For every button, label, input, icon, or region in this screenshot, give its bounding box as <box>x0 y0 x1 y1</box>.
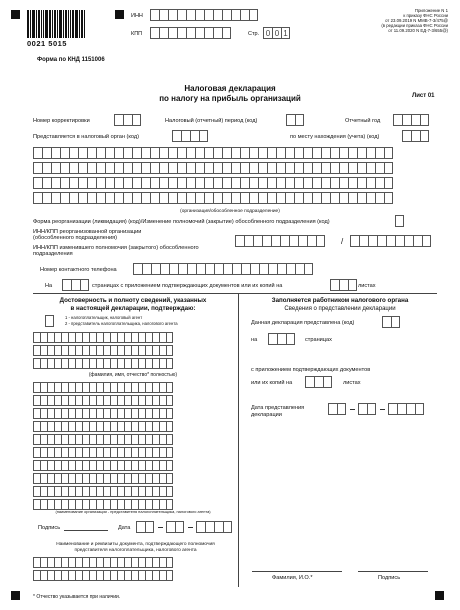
location-field[interactable] <box>402 130 429 142</box>
inn-kpp-changed-label: ИНН/КПП изменившего полномочия (закрытого) обособленного подразделения <box>33 245 199 258</box>
grid-row[interactable] <box>33 192 393 204</box>
page-number-field[interactable] <box>263 27 290 39</box>
inn-label: ИНН <box>131 13 143 19</box>
name-caption: (фамилия, имя, отчество* полностью) <box>88 372 178 378</box>
phone-label: Номер контактного телефона <box>40 267 117 273</box>
reporting-year-field[interactable] <box>393 114 429 126</box>
right-sheets-label: листах <box>343 380 361 386</box>
corner-marker <box>11 10 20 19</box>
grid-row[interactable] <box>33 473 173 484</box>
kpp-label: КПП <box>131 31 143 37</box>
column-divider <box>238 293 239 587</box>
grid-row[interactable] <box>33 460 173 471</box>
grid-row[interactable] <box>33 486 173 497</box>
grid-row[interactable] <box>33 382 173 393</box>
signer-option-1: 1 - налогоплательщик, налоговый агент <box>65 315 143 320</box>
phone-field[interactable] <box>133 263 313 275</box>
grid-row[interactable] <box>33 395 173 406</box>
grid-row[interactable] <box>33 162 393 174</box>
page-digit: 0 <box>272 27 281 39</box>
sign-date-day[interactable] <box>136 521 154 533</box>
signer-type-field[interactable] <box>45 315 54 327</box>
tax-authority-field[interactable] <box>172 130 208 142</box>
barcode <box>27 10 86 38</box>
doc-caption-line1: Наименование и реквизиты документа, подтверждающего полномочия <box>56 542 215 547</box>
kpp-reorg-field[interactable] <box>350 235 431 247</box>
sheets-count-field[interactable] <box>330 279 357 291</box>
corner-marker <box>435 591 444 600</box>
organization-caption: (организация/обособленное подразделение) <box>180 209 280 214</box>
tax-period-label: Налоговый (отчетный) период (код) <box>165 118 258 124</box>
form-title-line1: Налоговая декларация <box>184 84 276 93</box>
inn-field[interactable] <box>150 9 258 21</box>
authority-document-grid[interactable] <box>33 557 173 583</box>
page-label: Стр. <box>248 31 260 37</box>
correction-number-field[interactable] <box>114 114 141 126</box>
grid-row[interactable] <box>33 570 173 581</box>
sign-date-year[interactable] <box>196 521 232 533</box>
tax-period-field[interactable] <box>286 114 304 126</box>
surname-line[interactable] <box>252 571 342 572</box>
right-on-label: на <box>251 337 258 343</box>
grid-row[interactable] <box>33 147 393 159</box>
appendix-note: Приложение N 1 к приказу ФНС России от 23.09.2019 N ММВ-7-3/475@ (в редакции приказа ФНС России от 11.09.2020 N ЕД-7-3/655@) <box>381 8 448 33</box>
signature-label-right: Подпись <box>378 575 401 581</box>
grid-row[interactable] <box>33 408 173 419</box>
representative-org-caption: (наименование организации - представителя налогоплательщика, налогового агента) <box>55 509 211 514</box>
signer-option-2: 2 - представитель налогоплательщика, налогового агента <box>65 321 178 326</box>
submission-date-label-2: декларации <box>251 412 282 418</box>
date-label: Дата <box>118 525 131 531</box>
doc-caption-line2: представителя налогоплательщика, налогового агента <box>74 548 197 553</box>
page-digit: 1 <box>281 27 290 39</box>
right-pages-field[interactable] <box>268 333 295 345</box>
submission-date-day[interactable] <box>328 403 346 415</box>
grid-row[interactable] <box>33 345 173 356</box>
submission-date-label-1: Дата представления <box>251 405 305 411</box>
grid-row[interactable] <box>33 447 173 458</box>
kpp-field[interactable] <box>150 27 231 39</box>
on-label: На <box>45 283 53 289</box>
form-code: Форма по КНД 1151006 <box>37 57 105 63</box>
submission-info-heading: Сведения о представлении декларации <box>284 306 396 312</box>
grid-row[interactable] <box>33 358 173 369</box>
correction-number-label: Номер корректировки <box>33 118 90 124</box>
reorg-form-label: Форма реорганизации (ликвидация) (код)/Изменение полномочий (закрытие) обособленного подразделения (код) <box>33 219 330 225</box>
submission-date-year[interactable] <box>388 403 424 415</box>
organization-name-grid[interactable] <box>33 147 393 207</box>
section-divider <box>33 293 437 294</box>
right-sheets-field[interactable] <box>305 376 332 388</box>
signature-label: Подпись <box>38 525 61 531</box>
copies-on-label: или их копий на <box>251 380 293 386</box>
slash: / <box>341 237 344 246</box>
form-title-line2: по налогу на прибыль организаций <box>159 94 301 103</box>
tax-office-heading: Заполняется работником налогового органа <box>271 297 409 304</box>
signature-line-right[interactable] <box>358 571 428 572</box>
submitted-code-label: Данная декларация представлена (код) <box>251 320 355 326</box>
grid-row[interactable] <box>33 557 173 568</box>
with-docs-label: с приложением подтверждающих документов <box>251 367 371 373</box>
inn-reorg-field[interactable] <box>235 235 325 247</box>
confirm-heading-line2: в настоящей декларации, подтверждаю: <box>70 305 196 312</box>
reporting-year-label: Отчетный год <box>345 118 381 124</box>
confirm-heading-line1: Достоверность и полноту сведений, указанных <box>59 297 207 304</box>
location-label: по месту нахождения (учета) (код) <box>290 134 380 140</box>
inn-kpp-reorg-label: ИНН/КПП реорганизованной организации (обособленного подразделения) <box>33 229 142 242</box>
grid-row[interactable] <box>33 332 173 343</box>
barcode-number: 0021 5015 <box>27 39 67 48</box>
signer-name-grid[interactable] <box>33 332 173 371</box>
reorg-form-field[interactable] <box>395 215 404 227</box>
corner-marker <box>115 10 124 19</box>
submission-date-month[interactable] <box>358 403 376 415</box>
pages-text: страницах с приложением подтверждающих документов или их копий на <box>92 283 283 289</box>
footnote: * Отчество указывается при наличии. <box>33 594 121 600</box>
pages-count-field[interactable] <box>62 279 89 291</box>
right-pages-label: страницах <box>305 337 332 343</box>
page-digit: 0 <box>263 27 272 39</box>
sheets-label: листах <box>358 283 376 289</box>
grid-row[interactable] <box>33 421 173 432</box>
representative-org-grid[interactable] <box>33 382 173 512</box>
tax-authority-label: Представляется в налоговый орган (код) <box>33 134 139 140</box>
grid-row[interactable] <box>33 434 173 445</box>
grid-row[interactable] <box>33 177 393 189</box>
submitted-code-field[interactable] <box>382 316 400 328</box>
corner-marker <box>11 591 20 600</box>
sheet-label: Лист 01 <box>412 93 435 99</box>
signature-line[interactable] <box>64 530 108 531</box>
surname-label: Фамилия, И.О.* <box>272 575 313 581</box>
sign-date-month[interactable] <box>166 521 184 533</box>
